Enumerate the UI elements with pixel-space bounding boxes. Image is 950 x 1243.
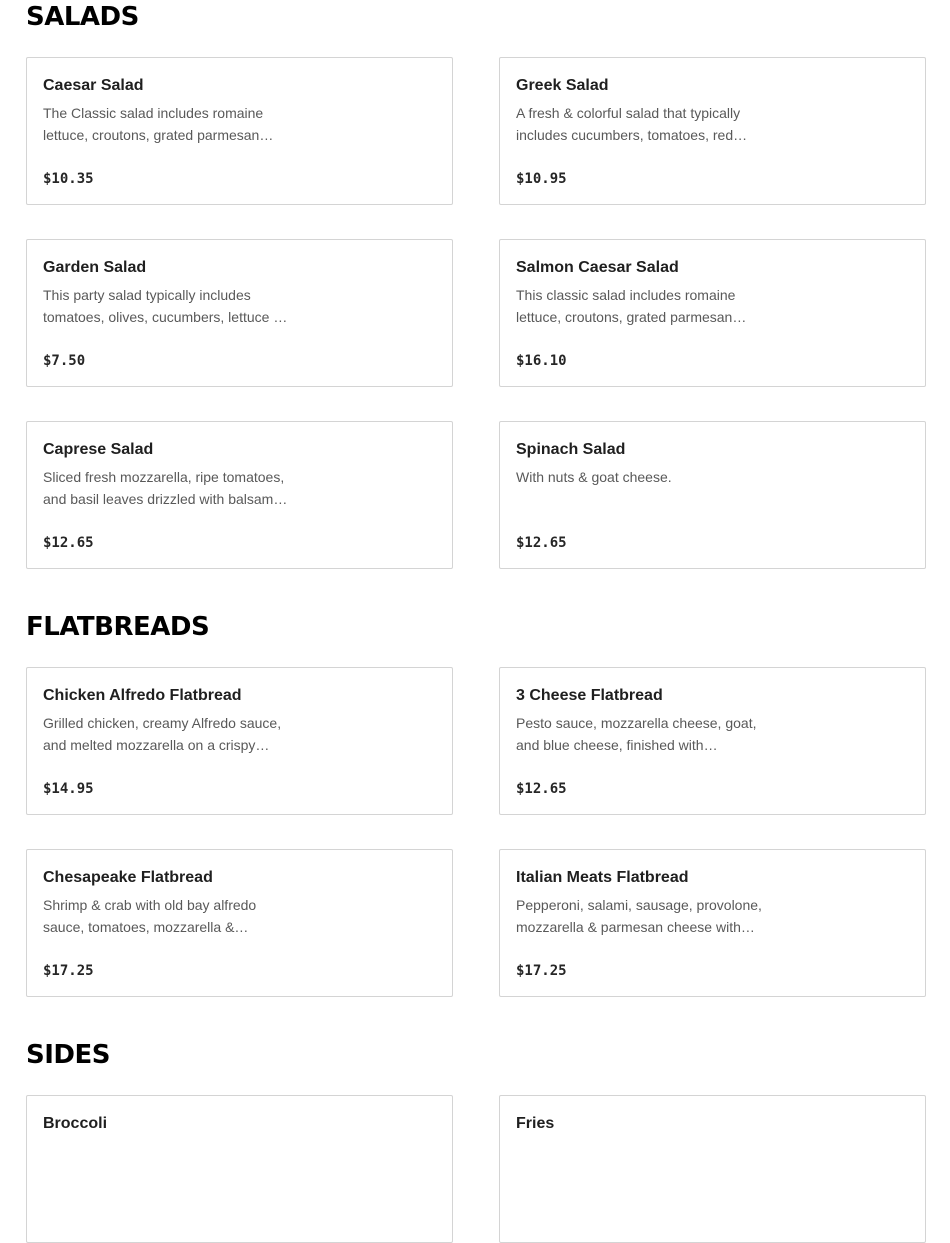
- item-description: Shrimp & crab with old bay alfredo sauce, tomatoes, mozzarella &…: [43, 897, 257, 935]
- item-price: $12.65: [516, 535, 567, 551]
- menu-item-card[interactable]: [499, 1095, 926, 1243]
- item-name: Italian Meats Flatbread: [516, 869, 689, 886]
- item-name: Chesapeake Flatbread: [43, 869, 213, 886]
- item-price: $17.25: [516, 963, 567, 979]
- item-price: $14.95: [43, 781, 94, 797]
- item-price: $12.65: [516, 781, 567, 797]
- item-name: Chicken Alfredo Flatbread: [43, 687, 242, 704]
- item-name: Garden Salad: [43, 259, 147, 276]
- menu-item-card[interactable]: [499, 239, 926, 387]
- item-description: With nuts & goat cheese.: [516, 469, 672, 485]
- item-price: $10.35: [43, 171, 94, 187]
- menu-item-card[interactable]: [26, 849, 453, 997]
- item-description: Grilled chicken, creamy Alfredo sauce, and melted mozzarella on a crispy…: [43, 715, 282, 753]
- menu-item-card[interactable]: [499, 849, 926, 997]
- item-name: Caprese Salad: [43, 441, 154, 458]
- menu-section-salads: [26, 0, 928, 571]
- item-description: Sliced fresh mozzarella, ripe tomatoes, and basil leaves drizzled with balsam…: [43, 469, 288, 507]
- menu-item-card[interactable]: [499, 667, 926, 815]
- item-description: This party salad typically includes tomatoes, olives, cucumbers, lettuce …: [43, 287, 288, 325]
- menu-item-card[interactable]: [26, 239, 453, 387]
- menu-item-card[interactable]: [26, 57, 453, 205]
- item-price: $17.25: [43, 963, 94, 979]
- item-description: This classic salad includes romaine lettuce, croutons, grated parmesan…: [516, 287, 747, 325]
- item-name: Fries: [516, 1115, 555, 1132]
- item-description: Pepperoni, salami, sausage, provolone, mozzarella & parmesan cheese with…: [516, 897, 762, 935]
- menu-item-card[interactable]: [499, 57, 926, 205]
- section-title: SALADS: [26, 2, 139, 32]
- item-description: A fresh & colorful salad that typically includes cucumbers, tomatoes, red…: [516, 105, 748, 143]
- item-name: Spinach Salad: [516, 441, 626, 458]
- menu-item-card[interactable]: [26, 667, 453, 815]
- menu-section-flatbreads: [26, 610, 928, 999]
- item-description: Pesto sauce, mozzarella cheese, goat, and blue cheese, finished with…: [516, 715, 757, 753]
- item-description: The Classic salad includes romaine lettuce, croutons, grated parmesan…: [43, 105, 274, 143]
- item-price: $7.50: [43, 353, 86, 369]
- item-name: Caesar Salad: [43, 77, 144, 94]
- item-name: Salmon Caesar Salad: [516, 259, 679, 276]
- item-price: $16.10: [516, 353, 567, 369]
- item-price: $12.65: [43, 535, 94, 551]
- menu-section-sides: [26, 1038, 928, 1140]
- item-price: $10.95: [516, 171, 567, 187]
- section-title: SIDES: [26, 1040, 110, 1070]
- menu-item-card[interactable]: [26, 1095, 453, 1243]
- menu-item-card[interactable]: [499, 421, 926, 569]
- item-name: Broccoli: [43, 1115, 108, 1132]
- item-name: 3 Cheese Flatbread: [516, 687, 663, 704]
- section-title: FLATBREADS: [26, 612, 210, 642]
- item-name: Greek Salad: [516, 77, 609, 94]
- menu-item-card[interactable]: [26, 421, 453, 569]
